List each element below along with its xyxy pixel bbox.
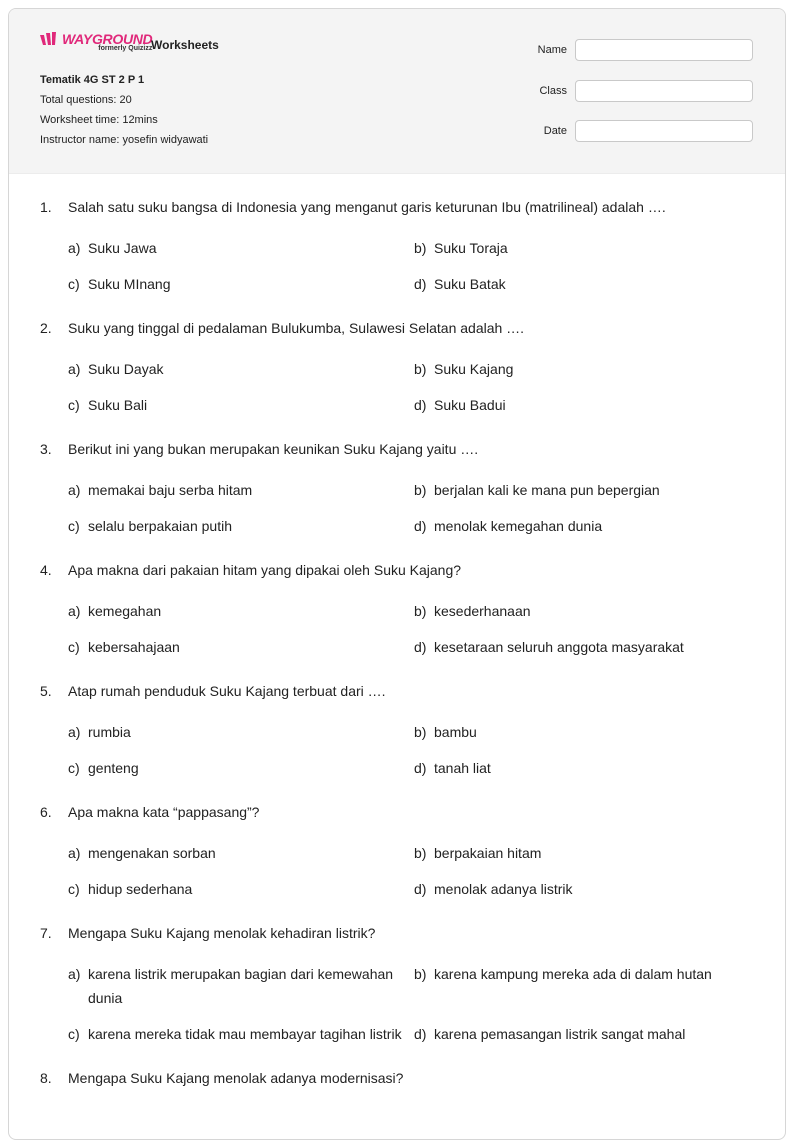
option-text: tanah liat — [434, 760, 491, 776]
answer-option[interactable] — [68, 272, 414, 296]
answer-options — [68, 720, 760, 780]
answer-option[interactable] — [414, 514, 760, 538]
option-text: karena kampung mereka ada di dalam hutan — [434, 966, 712, 982]
question-text: Mengapa Suku Kajang menolak kehadiran listrik? — [68, 925, 376, 941]
option-letter: b) — [414, 603, 427, 619]
question-text-row — [40, 560, 760, 580]
date-label: Date — [543, 125, 567, 137]
question-text: Apa makna kata “pappasang”? — [68, 804, 260, 820]
answer-options — [68, 599, 760, 659]
class-field[interactable] — [575, 80, 753, 102]
answer-options — [68, 962, 760, 1046]
question-text: Suku yang tinggal di pedalaman Bulukumba, Sulawesi Selatan adalah …. — [68, 320, 525, 336]
option-text: kemegahan — [88, 603, 162, 619]
option-text: berpakaian hitam — [434, 845, 542, 861]
answer-option[interactable] — [414, 393, 760, 417]
question-number: 3. — [40, 441, 52, 457]
question-text-row — [40, 1068, 760, 1088]
option-letter: a) — [68, 482, 81, 498]
answer-option[interactable] — [414, 236, 760, 260]
option-text: Suku Kajang — [434, 361, 514, 377]
answer-option[interactable] — [414, 357, 760, 381]
option-letter: a) — [68, 240, 81, 256]
option-letter: a) — [68, 724, 81, 740]
answer-option[interactable] — [414, 635, 760, 659]
option-text: menolak adanya listrik — [434, 881, 573, 897]
answer-option[interactable] — [68, 599, 414, 623]
answer-option[interactable] — [68, 393, 414, 417]
option-text: hidup sederhana — [88, 881, 193, 897]
total-questions: Total questions: 20 — [40, 94, 132, 106]
question-number: 2. — [40, 320, 52, 336]
answer-option[interactable] — [68, 720, 414, 744]
option-text: kesetaraan seluruh anggota masyarakat — [434, 639, 684, 655]
question-text: Berikut ini yang bukan merupakan keunikan Suku Kajang yaitu …. — [68, 441, 479, 457]
question-text: Atap rumah penduduk Suku Kajang terbuat dari …. — [68, 683, 386, 699]
class-label: Class — [539, 84, 567, 97]
question-item — [40, 560, 760, 659]
answer-option[interactable] — [68, 236, 414, 260]
option-letter: c) — [68, 276, 80, 292]
answer-option[interactable] — [414, 720, 760, 744]
option-letter: d) — [414, 276, 427, 292]
option-letter: c) — [68, 760, 80, 776]
option-letter: a) — [68, 966, 81, 982]
brand-name: WAYGROUND — [62, 31, 153, 47]
class-row — [538, 79, 753, 103]
option-text: Suku Toraja — [434, 240, 508, 256]
date-field[interactable] — [575, 120, 753, 142]
option-text: Suku Jawa — [88, 240, 157, 256]
question-text-row — [40, 923, 760, 943]
answer-option[interactable] — [414, 478, 760, 502]
option-text: Suku Badui — [434, 397, 506, 413]
option-text: kebersahajaan — [88, 639, 180, 655]
question-item — [40, 802, 760, 901]
option-letter: c) — [68, 881, 80, 897]
question-number: 4. — [40, 562, 52, 578]
wayground-logo-icon — [40, 32, 60, 46]
question-text: Mengapa Suku Kajang menolak adanya modernisasi? — [68, 1070, 404, 1086]
question-list — [40, 197, 760, 1110]
option-text: karena listrik merupakan bagian dari kemewahan dunia — [88, 966, 394, 1006]
brand-logo — [40, 31, 152, 52]
question-text-row — [40, 197, 760, 217]
option-letter: b) — [414, 966, 427, 982]
section-title: Worksheets — [151, 38, 219, 52]
question-number: 1. — [40, 199, 52, 215]
answer-option[interactable] — [414, 272, 760, 296]
question-text-row — [40, 802, 760, 822]
brand-subtitle: formerly Quizizz — [98, 45, 153, 52]
question-item — [40, 197, 760, 296]
worksheet-title: Tematik 4G ST 2 P 1 — [40, 74, 145, 86]
option-letter: c) — [68, 518, 80, 534]
option-text: menolak kemegahan dunia — [434, 518, 603, 534]
answer-option[interactable] — [68, 877, 414, 901]
option-letter: c) — [68, 639, 80, 655]
question-number: 7. — [40, 925, 52, 941]
answer-option[interactable] — [68, 635, 414, 659]
option-letter: b) — [414, 482, 427, 498]
answer-option[interactable] — [68, 962, 414, 1010]
answer-options — [68, 357, 760, 417]
worksheet-header — [9, 9, 785, 174]
answer-option[interactable] — [414, 841, 760, 865]
option-letter: b) — [414, 845, 427, 861]
question-number: 5. — [40, 683, 52, 699]
student-fields — [538, 38, 753, 160]
option-text: Suku Dayak — [88, 361, 164, 377]
question-text-row — [40, 681, 760, 701]
question-number: 8. — [40, 1070, 52, 1086]
option-text: bambu — [434, 724, 477, 740]
answer-option[interactable] — [68, 357, 414, 381]
option-text: selalu berpakaian putih — [88, 518, 232, 534]
option-letter: b) — [414, 240, 427, 256]
answer-option[interactable] — [414, 1022, 760, 1046]
answer-option[interactable] — [414, 962, 760, 1010]
option-text: mengenakan sorban — [88, 845, 216, 861]
option-letter: c) — [68, 397, 80, 413]
option-letter: d) — [414, 639, 427, 655]
question-item — [40, 923, 760, 1046]
name-field[interactable] — [575, 39, 753, 61]
option-letter: a) — [68, 603, 81, 619]
option-text: karena pemasangan listrik sangat mahal — [434, 1026, 686, 1042]
question-item — [40, 439, 760, 538]
name-row — [538, 38, 753, 62]
question-text-row — [40, 318, 760, 338]
option-text: Suku Batak — [434, 276, 506, 292]
option-letter: d) — [414, 760, 427, 776]
question-item — [40, 1068, 760, 1088]
question-text-row — [40, 439, 760, 459]
option-letter: a) — [68, 845, 81, 861]
question-text: Apa makna dari pakaian hitam yang dipakai oleh Suku Kajang? — [68, 562, 462, 578]
option-text: rumbia — [88, 724, 131, 740]
answer-options — [68, 841, 760, 901]
answer-option[interactable] — [68, 514, 414, 538]
answer-option[interactable] — [68, 756, 414, 780]
worksheet-meta — [40, 73, 208, 153]
question-item — [40, 318, 760, 417]
option-text: karena mereka tidak mau membayar tagihan listrik — [88, 1026, 402, 1042]
answer-option[interactable] — [414, 599, 760, 623]
answer-option[interactable] — [68, 1022, 414, 1046]
option-text: berjalan kali ke mana pun bepergian — [434, 482, 660, 498]
answer-option[interactable] — [68, 478, 414, 502]
option-letter: d) — [414, 518, 427, 534]
answer-options — [68, 478, 760, 538]
option-letter: c) — [68, 1026, 80, 1042]
answer-option[interactable] — [414, 756, 760, 780]
option-letter: a) — [68, 361, 81, 377]
option-letter: d) — [414, 397, 427, 413]
answer-options — [68, 236, 760, 296]
question-item — [40, 681, 760, 780]
option-text: genteng — [88, 760, 139, 776]
option-letter: d) — [414, 881, 427, 897]
answer-option[interactable] — [68, 841, 414, 865]
option-text: Suku Bali — [88, 397, 148, 413]
worksheet-page — [8, 8, 786, 1140]
answer-option[interactable] — [414, 877, 760, 901]
option-text: kesederhanaan — [434, 603, 531, 619]
option-text: memakai baju serba hitam — [88, 482, 253, 498]
name-label: Name — [537, 44, 567, 56]
option-letter: d) — [414, 1026, 427, 1042]
worksheet-time: Worksheet time: 12mins — [40, 114, 158, 126]
question-text: Salah satu suku bangsa di Indonesia yang menganut garis keturunan Ibu (matrilineal) adalah …. — [68, 199, 666, 215]
question-number: 6. — [40, 804, 52, 820]
date-row — [538, 119, 753, 143]
option-letter: b) — [414, 724, 427, 740]
option-text: Suku MInang — [88, 276, 171, 292]
option-letter: b) — [414, 361, 427, 377]
instructor-name: Instructor name: yosefin widyawati — [40, 134, 209, 146]
